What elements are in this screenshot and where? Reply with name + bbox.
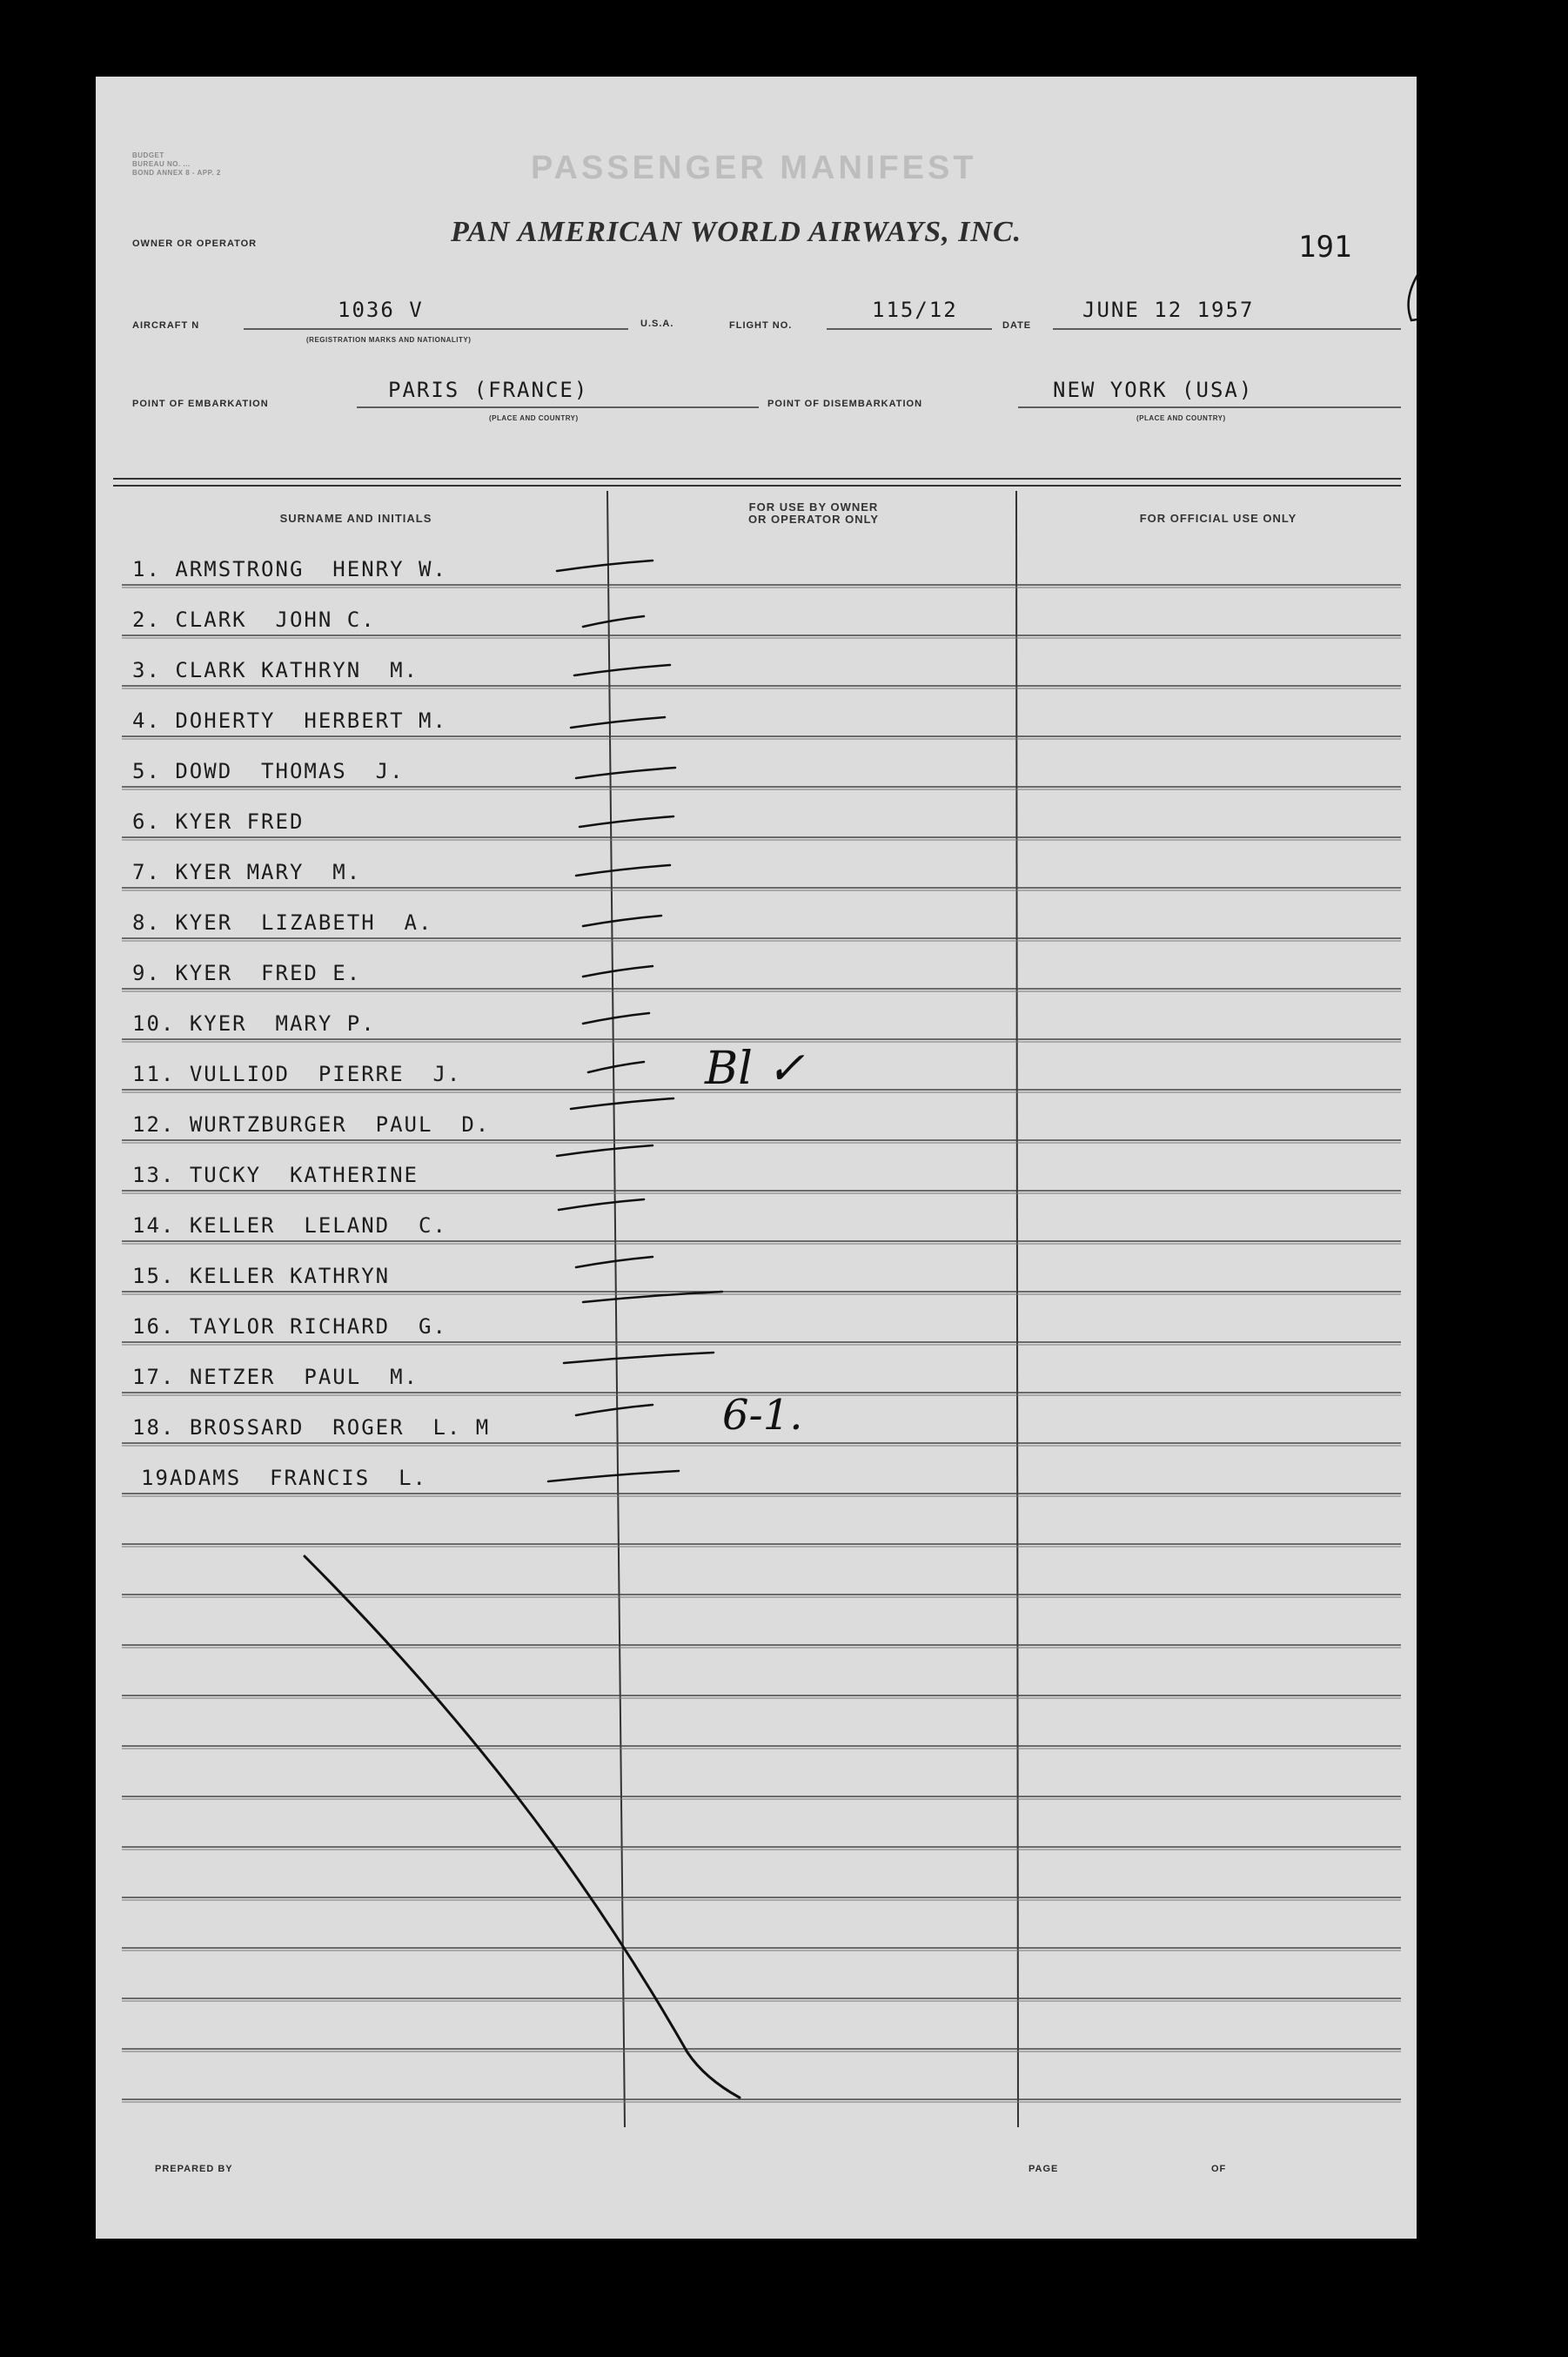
passenger-name: KYER FRED — [175, 809, 305, 834]
passenger-name: WURTZBURGER PAUL D. — [189, 1112, 491, 1137]
row-number: 14. — [132, 1213, 176, 1238]
row-number: 18. — [132, 1415, 176, 1440]
check-mark-icon — [576, 768, 675, 778]
check-mark-icon — [583, 616, 644, 627]
of-label: OF — [1211, 2164, 1227, 2174]
passenger-name: ARMSTRONG HENRY W. — [175, 557, 447, 581]
handwritten-note: Bl ✓ — [705, 1043, 805, 1095]
check-mark-icon — [564, 1353, 714, 1363]
handwritten-note: 6-1. — [722, 1391, 803, 1440]
disembarkation-label: POINT OF DISEMBARKATION — [767, 399, 923, 409]
page-label: PAGE — [1029, 2164, 1059, 2174]
form-title: PASSENGER MANIFEST — [531, 150, 977, 186]
check-mark-icon — [580, 816, 673, 827]
passenger-name: TUCKY KATHERINE — [189, 1163, 419, 1187]
passenger-name: KELLER LELAND C. — [189, 1213, 447, 1238]
embarkation-label: POINT OF EMBARKATION — [132, 399, 269, 409]
column-header-official: FOR OFFICIAL USE ONLY — [1139, 512, 1297, 525]
check-mark-icon — [583, 966, 653, 977]
check-mark-icon — [548, 1471, 679, 1481]
approval-line: BUREAU NO. ... — [132, 160, 191, 168]
row-number: 6. — [132, 809, 161, 834]
row-number: 5. — [132, 759, 161, 783]
check-mark-icon — [571, 1098, 673, 1109]
strike-line — [305, 1556, 740, 2098]
flight-value: 115/12 — [872, 298, 958, 322]
passenger-name: KYER LIZABETH A. — [175, 910, 433, 935]
column-header-owner-line: OR OPERATOR ONLY — [747, 513, 880, 526]
row-number: 19 — [141, 1466, 170, 1490]
passenger-name: KYER MARY P. — [189, 1011, 376, 1036]
aircraft-label: AIRCRAFT N — [132, 320, 200, 331]
row-number: 13. — [132, 1163, 176, 1187]
check-mark-icon — [559, 1199, 644, 1210]
check-mark-icon — [571, 717, 665, 728]
date-label: DATE — [1002, 320, 1032, 331]
passenger-name: TAYLOR RICHARD G. — [189, 1314, 447, 1339]
column-header-surname: SURNAME AND INITIALS — [279, 512, 432, 525]
check-mark-icon — [588, 1062, 644, 1072]
row-number: 16. — [132, 1314, 176, 1339]
flight-label: FLIGHT NO. — [729, 320, 793, 331]
aircraft-value: 1036 V — [338, 298, 424, 322]
passenger-name: CLARK KATHRYN M. — [175, 658, 419, 682]
check-mark-icon — [557, 1145, 653, 1156]
row-number: 11. — [132, 1062, 176, 1086]
passenger-name: KYER FRED E. — [175, 961, 362, 985]
passenger-name: CLARK JOHN C. — [175, 608, 376, 632]
check-mark-icon — [576, 865, 670, 876]
approval-line: BOND ANNEX 8 - APP. 2 — [132, 169, 221, 177]
disembarkation-sublabel: (PLACE AND COUNTRY) — [1136, 414, 1226, 422]
embarkation-value: PARIS (FRANCE) — [388, 378, 589, 402]
passenger-name: NETZER PAUL M. — [189, 1365, 419, 1389]
page-number: 191 — [1298, 230, 1352, 265]
bracket-mark — [1409, 261, 1417, 320]
disembarkation-value: NEW YORK (USA) — [1053, 378, 1254, 402]
form-rules — [96, 77, 1417, 2239]
row-number: 15. — [132, 1264, 176, 1288]
column-header-owner-line: FOR USE BY OWNER — [748, 500, 879, 514]
passenger-name: BROSSARD ROGER L. M — [189, 1415, 491, 1440]
row-number: 1. — [132, 557, 161, 581]
check-mark-icon — [557, 561, 653, 571]
row-number: 3. — [132, 658, 161, 682]
passenger-name: ADAMS FRANCIS L. — [169, 1466, 427, 1490]
row-number: 7. — [132, 860, 161, 884]
row-number: 17. — [132, 1365, 176, 1389]
row-number: 10. — [132, 1011, 176, 1036]
passenger-name: VULLIOD PIERRE J. — [189, 1062, 462, 1086]
manifest-sheet — [96, 77, 1417, 2239]
check-mark-icon — [574, 665, 670, 675]
passenger-name: KYER MARY M. — [175, 860, 362, 884]
check-mark-icon — [576, 1405, 653, 1415]
check-mark-icon — [576, 1257, 653, 1267]
passenger-name: DOWD THOMAS J. — [175, 759, 405, 783]
check-mark-icon — [583, 1292, 722, 1302]
row-number: 4. — [132, 708, 161, 733]
row-number: 12. — [132, 1112, 176, 1137]
check-mark-icon — [583, 1013, 649, 1024]
company-name: PAN AMERICAN WORLD AIRWAYS, INC. — [451, 216, 1022, 248]
check-mark-icon — [583, 916, 661, 926]
country-label: U.S.A. — [640, 319, 674, 329]
row-number: 8. — [132, 910, 161, 935]
aircraft-sublabel: (REGISTRATION MARKS AND NATIONALITY) — [306, 336, 472, 344]
row-number: 9. — [132, 961, 161, 985]
prepared-by-label: PREPARED BY — [155, 2164, 233, 2174]
row-number: 2. — [132, 608, 161, 632]
embarkation-sublabel: (PLACE AND COUNTRY) — [489, 414, 579, 422]
passenger-name: KELLER KATHRYN — [189, 1264, 391, 1288]
date-value: JUNE 12 1957 — [1082, 298, 1255, 322]
owner-label: OWNER OR OPERATOR — [132, 238, 258, 249]
approval-line: BUDGET — [132, 151, 164, 159]
passenger-name: DOHERTY HERBERT M. — [175, 708, 447, 733]
